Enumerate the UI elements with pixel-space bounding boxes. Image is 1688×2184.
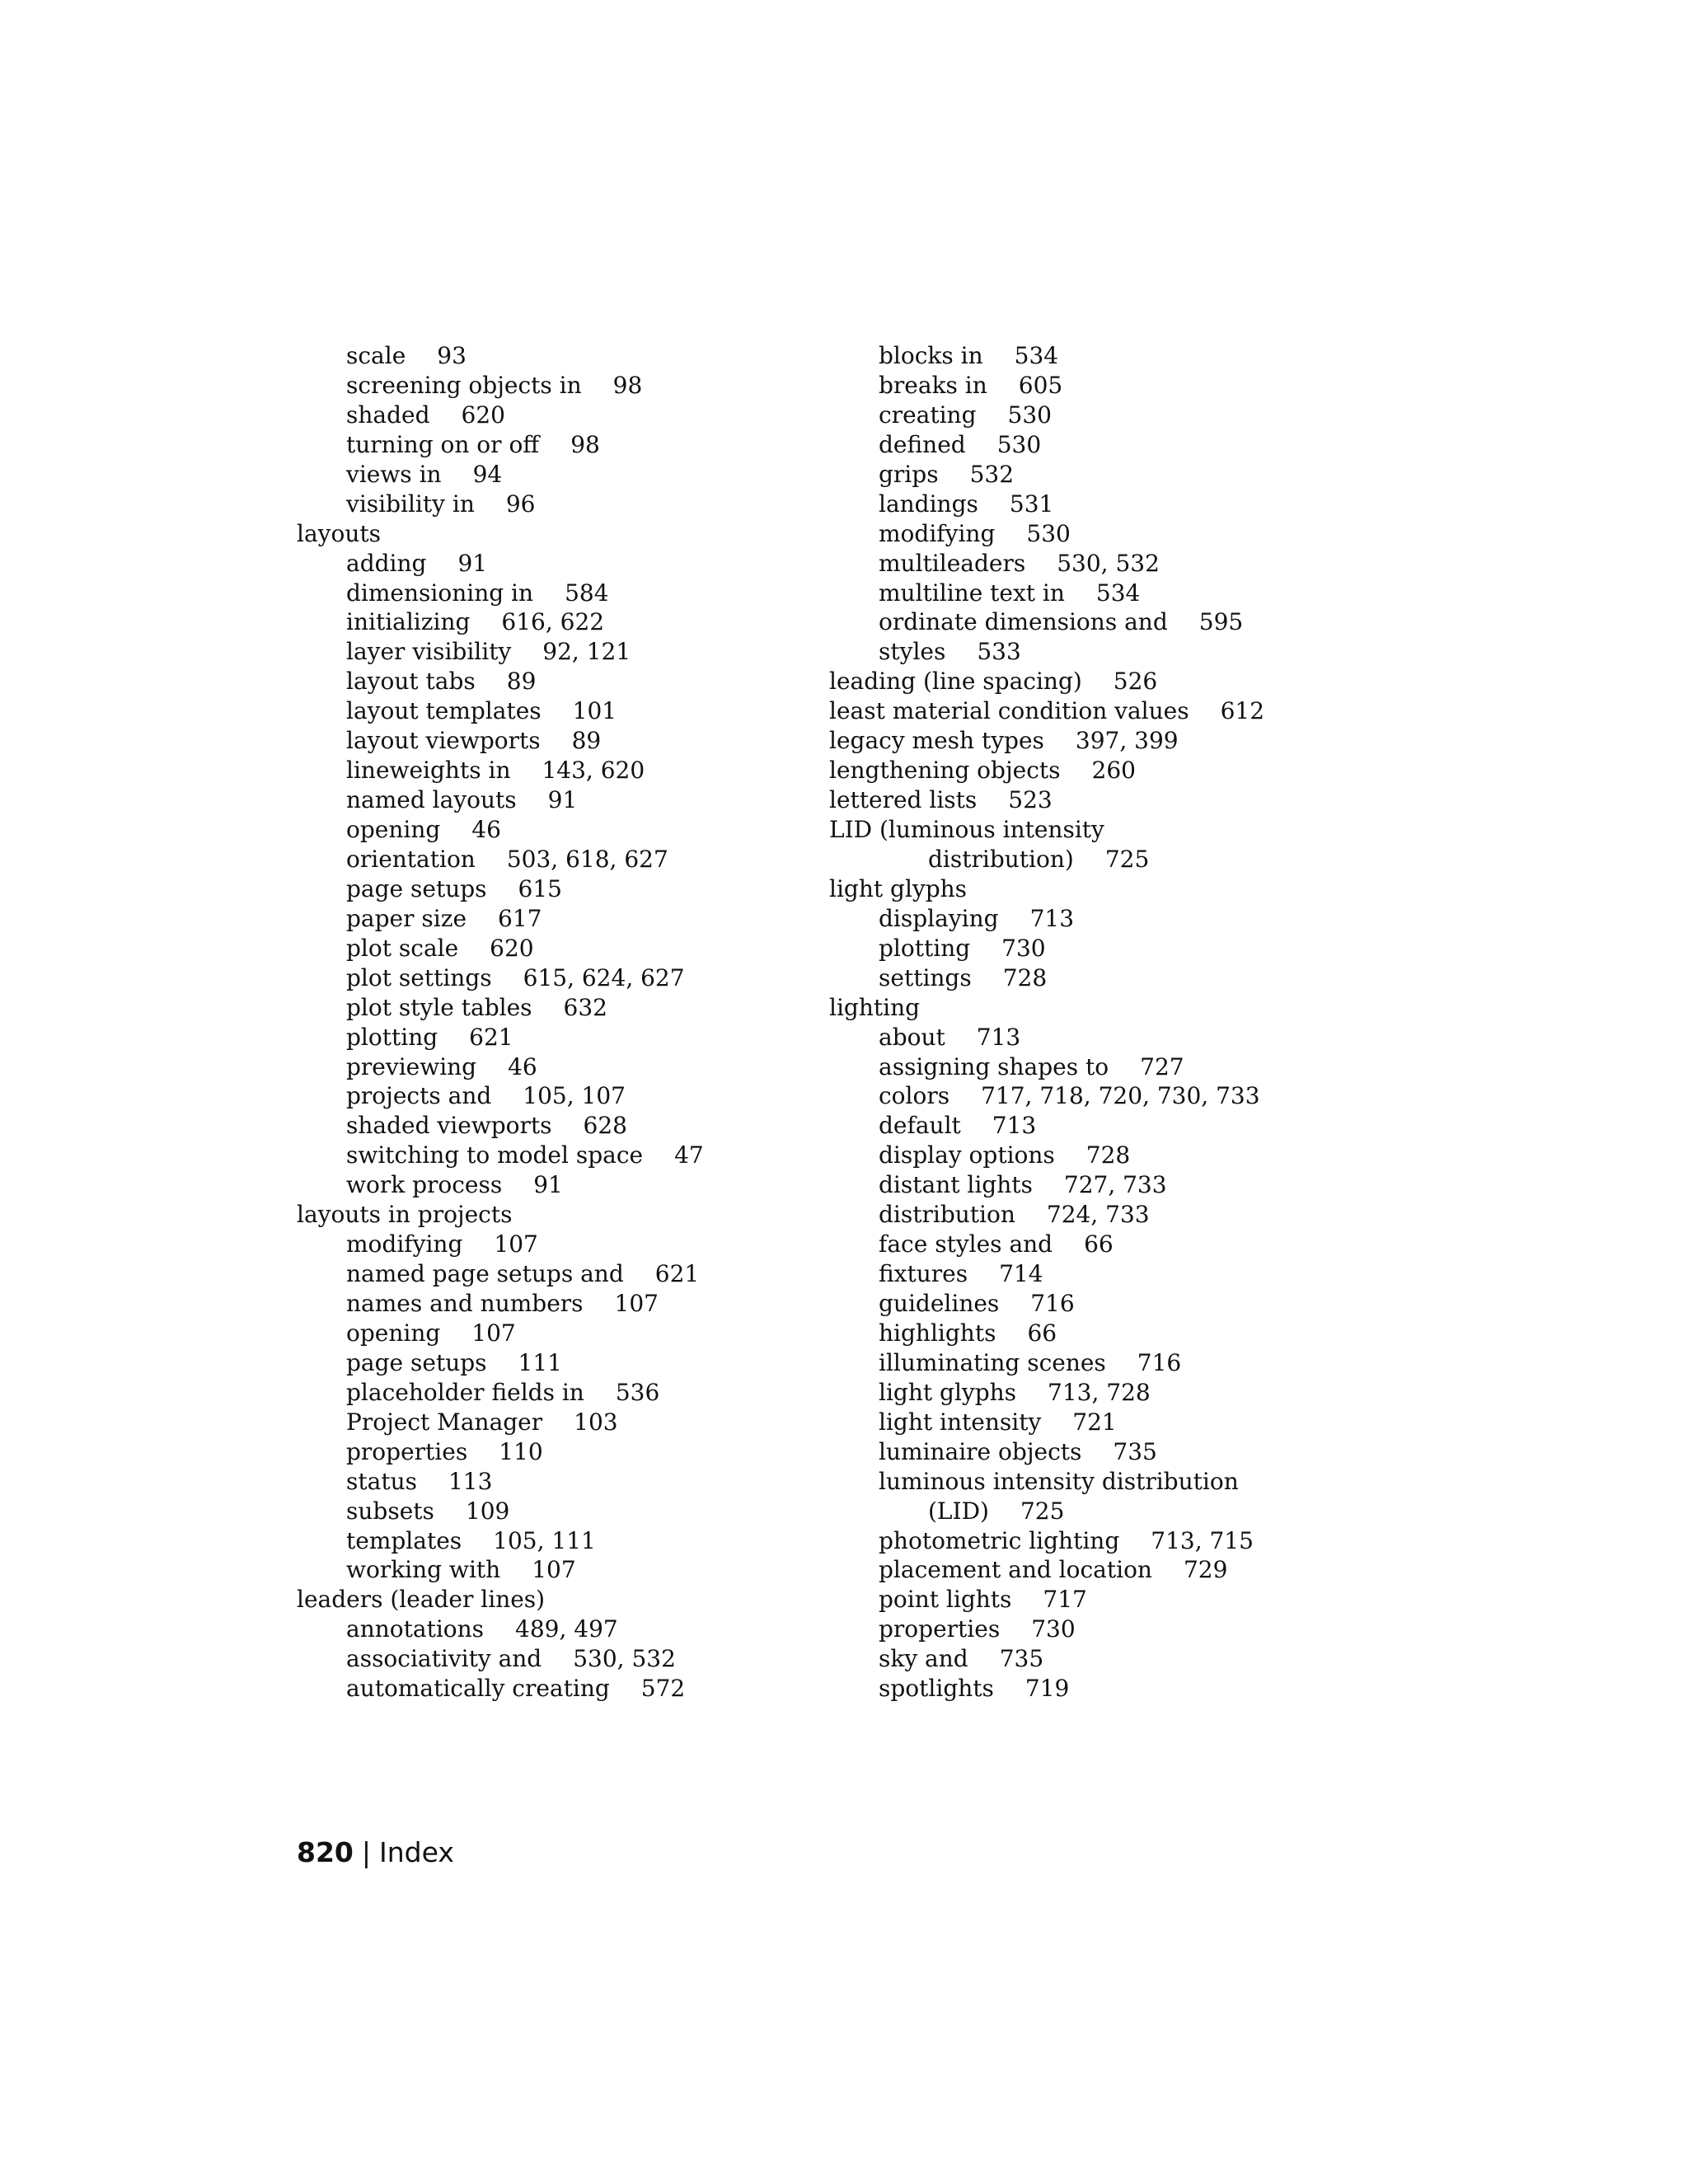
index-subentry — [829, 1141, 1406, 1170]
index-term: properties — [346, 1437, 468, 1465]
index-subentry — [829, 1081, 1406, 1111]
index-page-numbers: 572 — [640, 1675, 686, 1703]
index-term: lineweights in — [346, 757, 511, 785]
index-subentry — [829, 549, 1406, 579]
index-page-numbers: 714 — [999, 1260, 1043, 1288]
index-page-numbers: 724, 733 — [1046, 1201, 1150, 1229]
index-term: legacy mesh types — [829, 727, 1044, 755]
index-term: defined — [879, 430, 966, 458]
index-subentry — [829, 1615, 1406, 1644]
index-term: scale — [346, 342, 406, 369]
index-page-numbers: 93 — [437, 342, 467, 369]
index-page-numbers: 91 — [533, 1171, 563, 1199]
index-term: turning on or off — [346, 430, 540, 458]
index-term: shaded viewports — [346, 1112, 552, 1140]
index-subentry — [297, 1259, 808, 1289]
index-page-numbers: 113 — [448, 1467, 493, 1495]
index-term: layouts — [297, 519, 381, 547]
index-subentry — [829, 1644, 1406, 1674]
index-subentry — [297, 696, 808, 726]
index-subentry — [829, 637, 1406, 667]
index-entry — [297, 1200, 808, 1230]
index-page-numbers: 713 — [992, 1112, 1037, 1140]
index-subentry — [829, 1378, 1406, 1408]
index-subentry — [297, 785, 808, 815]
index-page-numbers: 47 — [674, 1141, 704, 1169]
index-page-numbers: 725 — [1104, 845, 1150, 873]
index-term: leading (line spacing) — [829, 668, 1082, 696]
index-subentry — [829, 579, 1406, 608]
index-page-numbers: 101 — [572, 697, 617, 725]
index-term: display options — [879, 1141, 1055, 1169]
index-term: annotations — [346, 1615, 485, 1643]
index-entry — [829, 726, 1406, 756]
index-term: landings — [879, 490, 978, 518]
page-footer — [297, 1836, 454, 1869]
index-term: views in — [346, 460, 442, 488]
index-subentry — [297, 1497, 808, 1526]
index-subentry — [297, 726, 808, 756]
index-term: distant lights — [879, 1171, 1033, 1199]
index-subentry — [829, 1408, 1406, 1437]
index-subentry — [829, 904, 1406, 934]
index-subentry — [829, 1497, 1406, 1526]
index-term: projects and — [346, 1082, 492, 1110]
index-page-numbers: 534 — [1095, 579, 1141, 607]
index-page-numbers: 727, 733 — [1063, 1171, 1167, 1199]
index-subentry — [297, 490, 808, 519]
index-term: leaders (leader lines) — [297, 1586, 546, 1614]
index-page-numbers: 628 — [583, 1112, 627, 1140]
index-page-numbers: 260 — [1091, 757, 1136, 785]
index-term: LID (luminous intensity — [829, 816, 1104, 843]
index-term: named page setups and — [346, 1260, 624, 1288]
index-column-left — [297, 341, 808, 1704]
index-page-numbers: 719 — [1025, 1675, 1070, 1703]
index-subentry — [297, 1408, 808, 1437]
index-term: guidelines — [879, 1290, 1000, 1317]
index-term: initializing — [346, 608, 471, 636]
index-subentry — [829, 1674, 1406, 1704]
index-page-numbers: 94 — [472, 460, 503, 488]
index-term: lighting — [829, 993, 921, 1021]
index-subentry — [297, 1289, 808, 1319]
index-page-numbers: 612 — [1220, 697, 1265, 725]
index-term: layouts in projects — [297, 1201, 513, 1229]
index-subentry — [829, 341, 1406, 371]
index-term: layer visibility — [346, 638, 512, 666]
index-term: screening objects in — [346, 371, 582, 399]
index-page-numbers: 620 — [461, 401, 505, 429]
index-term: shaded — [346, 401, 430, 429]
index-page-numbers: 530 — [1026, 519, 1071, 547]
index-subentry — [829, 1467, 1406, 1497]
index-term: light intensity — [879, 1408, 1042, 1436]
index-entry — [297, 1585, 808, 1615]
index-term: multileaders — [879, 549, 1026, 577]
index-term: illuminating scenes — [879, 1348, 1106, 1376]
index-term: styles — [879, 638, 946, 666]
index-term: layout templates — [346, 697, 542, 725]
index-page-numbers: 107 — [532, 1556, 576, 1584]
index-entry — [829, 815, 1406, 845]
index-subentry — [297, 1615, 808, 1644]
index-subentry — [829, 430, 1406, 460]
index-subentry — [297, 1644, 808, 1674]
index-subentry — [829, 1319, 1406, 1348]
index-subentry — [297, 1319, 808, 1348]
index-term: luminous intensity distribution — [879, 1467, 1239, 1495]
index-subentry — [829, 1526, 1406, 1556]
index-subentry — [829, 1437, 1406, 1467]
index-page-numbers: 721 — [1072, 1408, 1117, 1436]
index-page-numbers: 107 — [494, 1230, 538, 1258]
index-subentry — [297, 1674, 808, 1704]
index-term: colors — [879, 1082, 950, 1110]
index-page-numbers: 105, 111 — [493, 1526, 596, 1554]
index-subentry — [297, 1111, 808, 1141]
index-term: point lights — [879, 1586, 1012, 1614]
index-term: working with — [346, 1556, 501, 1584]
index-subentry — [297, 963, 808, 993]
index-subentry — [297, 1348, 808, 1378]
index-page-numbers: 530, 532 — [1057, 549, 1160, 577]
index-subentry — [829, 371, 1406, 401]
index-page-numbers: 716 — [1137, 1348, 1182, 1376]
index-entry — [829, 874, 1406, 904]
index-page-numbers: 595 — [1198, 608, 1244, 636]
index-term: settings — [879, 963, 972, 991]
index-subentry — [297, 460, 808, 490]
index-page-numbers: 616, 622 — [501, 608, 605, 636]
index-subentry — [297, 1437, 808, 1467]
index-term: dimensioning in — [346, 579, 534, 607]
index-subentry — [297, 341, 808, 371]
index-term: photometric lighting — [879, 1526, 1120, 1554]
index-subentry — [829, 607, 1406, 637]
index-term: distribution — [879, 1201, 1015, 1229]
index-subentry — [829, 1289, 1406, 1319]
index-term: plot scale — [346, 934, 459, 962]
index-page-numbers: 727 — [1140, 1052, 1184, 1080]
index-term: highlights — [879, 1319, 996, 1347]
index-subentry — [829, 1200, 1406, 1230]
index-page-numbers: 46 — [471, 816, 501, 843]
index-subentry — [297, 904, 808, 934]
index-page-numbers: 530 — [1007, 401, 1052, 429]
index-term: face styles and — [879, 1230, 1053, 1258]
index-page-numbers: 605 — [1018, 371, 1063, 399]
index-page-numbers: 728 — [1085, 1141, 1131, 1169]
index-page-numbers: 584 — [565, 579, 609, 607]
index-page-numbers: 730 — [1031, 1615, 1076, 1643]
index-term: plot style tables — [346, 993, 532, 1021]
footer-section-title: Index — [379, 1836, 454, 1868]
index-term: (LID) — [928, 1497, 989, 1525]
index-page-numbers: 91 — [457, 549, 488, 577]
index-subentry — [829, 1023, 1406, 1052]
index-subentry — [829, 1259, 1406, 1289]
index-term: subsets — [346, 1497, 434, 1525]
index-term: sky and — [879, 1645, 968, 1673]
index-page-numbers: 107 — [614, 1290, 659, 1317]
index-term: placement and location — [879, 1556, 1152, 1584]
index-page-numbers: 530 — [996, 430, 1042, 458]
index-subentry — [829, 1348, 1406, 1378]
index-subentry — [297, 1023, 808, 1052]
index-page-numbers: 717, 718, 720, 730, 733 — [981, 1082, 1260, 1110]
index-page-numbers: 728 — [1002, 963, 1048, 991]
index-subentry — [297, 756, 808, 785]
index-page-numbers: 536 — [615, 1378, 660, 1406]
index-term: light glyphs — [879, 1378, 1017, 1406]
index-term: adding — [346, 549, 427, 577]
index-entry — [297, 519, 808, 549]
index-term: placeholder fields in — [346, 1378, 584, 1406]
index-term: plotting — [879, 934, 971, 962]
index-term: opening — [346, 816, 441, 843]
index-subentry — [829, 963, 1406, 993]
index-term: modifying — [346, 1230, 463, 1258]
index-term: blocks in — [879, 342, 983, 369]
index-term: creating — [879, 401, 977, 429]
index-page-numbers: 713 — [1029, 904, 1075, 932]
index-subentry — [829, 1585, 1406, 1615]
index-subentry — [297, 371, 808, 401]
index-term: least material condition values — [829, 697, 1189, 725]
index-term: fixtures — [879, 1260, 968, 1288]
index-subentry — [297, 815, 808, 845]
index-page-numbers: 110 — [499, 1437, 543, 1465]
index-page-numbers: 98 — [570, 430, 600, 458]
index-page-numbers: 615 — [518, 874, 562, 902]
index-term: default — [879, 1112, 961, 1140]
index-subentry — [297, 637, 808, 667]
index-subentry — [297, 1467, 808, 1497]
index-page-numbers: 66 — [1027, 1319, 1057, 1347]
index-term: automatically creating — [346, 1675, 610, 1703]
index-term: luminaire objects — [879, 1437, 1082, 1465]
index-page-numbers: 66 — [1084, 1230, 1114, 1258]
index-page-numbers: 713, 715 — [1151, 1526, 1254, 1554]
index-subentry — [829, 845, 1406, 874]
index-term: properties — [879, 1615, 1001, 1643]
index-page-numbers: 717 — [1043, 1586, 1087, 1614]
index-page-numbers: 725 — [1020, 1497, 1065, 1525]
index-page-numbers: 621 — [469, 1023, 513, 1051]
index-page-numbers: 735 — [999, 1645, 1044, 1673]
index-page-numbers: 107 — [471, 1319, 516, 1347]
index-page-numbers: 92, 121 — [542, 638, 631, 666]
index-subentry — [829, 1111, 1406, 1141]
index-subentry — [297, 1081, 808, 1111]
index-subentry — [297, 1141, 808, 1170]
index-term: previewing — [346, 1052, 477, 1080]
index-page-numbers: 716 — [1030, 1290, 1075, 1317]
index-term: distribution) — [928, 845, 1074, 873]
index-page-numbers: 523 — [1008, 786, 1053, 814]
index-entry — [829, 756, 1406, 785]
index-page-numbers: 713, 728 — [1048, 1378, 1151, 1406]
index-subentry — [297, 667, 808, 696]
index-subentry — [829, 519, 1406, 549]
index-page-numbers: 89 — [506, 668, 537, 696]
footer-separator: | — [361, 1836, 372, 1868]
index-subentry — [829, 401, 1406, 430]
page-number: 820 — [297, 1836, 354, 1868]
index-term: page setups — [346, 1348, 487, 1376]
index-entry — [829, 696, 1406, 726]
index-page-numbers: 46 — [508, 1052, 537, 1080]
index-entry — [829, 667, 1406, 696]
index-subentry — [829, 1170, 1406, 1200]
index-subentry — [297, 934, 808, 963]
index-entry — [829, 993, 1406, 1023]
index-page-numbers: 620 — [490, 934, 534, 962]
index-page-numbers: 103 — [574, 1408, 618, 1436]
index-term: Project Manager — [346, 1408, 543, 1436]
index-subentry — [297, 1052, 808, 1082]
index-page-numbers: 111 — [518, 1348, 562, 1376]
index-page-numbers: 98 — [612, 371, 643, 399]
index-page-numbers: 89 — [571, 727, 602, 755]
index-page-numbers: 735 — [1113, 1437, 1157, 1465]
index-term: named layouts — [346, 786, 517, 814]
index-subentry — [297, 1555, 808, 1585]
index-page-numbers: 531 — [1009, 490, 1054, 518]
index-term: work process — [346, 1171, 503, 1199]
index-term: templates — [346, 1526, 462, 1554]
index-page-numbers: 533 — [977, 638, 1021, 666]
index-term: layout tabs — [346, 668, 476, 696]
index-term: about — [879, 1023, 945, 1051]
index-term: plotting — [346, 1023, 438, 1051]
index-page-numbers: 534 — [1014, 342, 1059, 369]
index-subentry — [297, 1170, 808, 1200]
index-subentry — [829, 1555, 1406, 1585]
index-term: paper size — [346, 904, 467, 932]
index-subentry — [297, 579, 808, 608]
index-page-numbers: 96 — [505, 490, 536, 518]
index-term: names and numbers — [346, 1290, 584, 1317]
index-term: status — [346, 1467, 417, 1495]
index-subentry — [297, 430, 808, 460]
index-term: modifying — [879, 519, 996, 547]
index-entry — [829, 785, 1406, 815]
index-page-numbers: 621 — [654, 1260, 700, 1288]
index-term: ordinate dimensions and — [879, 608, 1168, 636]
index-page-numbers: 91 — [547, 786, 578, 814]
index-subentry — [829, 934, 1406, 963]
index-page-numbers: 526 — [1113, 668, 1158, 696]
index-term: assigning shapes to — [879, 1052, 1109, 1080]
index-term: lengthening objects — [829, 757, 1061, 785]
index-subentry — [297, 607, 808, 637]
index-term: opening — [346, 1319, 441, 1347]
index-subentry — [297, 401, 808, 430]
index-term: lettered lists — [829, 786, 978, 814]
index-term: multiline text in — [879, 579, 1065, 607]
index-subentry — [297, 549, 808, 579]
index-subentry — [297, 874, 808, 904]
index-page-numbers: 143, 620 — [542, 757, 645, 785]
index-term: light glyphs — [829, 874, 968, 902]
index-term: switching to model space — [346, 1141, 644, 1169]
index-subentry — [829, 490, 1406, 519]
index-term: orientation — [346, 845, 476, 873]
index-term: displaying — [879, 904, 999, 932]
index-subentry — [829, 1052, 1406, 1082]
index-term: plot settings — [346, 963, 492, 991]
index-column-right — [829, 341, 1406, 1704]
index-page-numbers: 713 — [976, 1023, 1021, 1051]
index-page-numbers: 615, 624, 627 — [523, 963, 685, 991]
index-page-numbers: 617 — [498, 904, 542, 932]
index-term: associativity and — [346, 1645, 542, 1673]
index-page-numbers: 105, 107 — [523, 1082, 626, 1110]
index-page-numbers: 503, 618, 627 — [506, 845, 668, 873]
index-page-numbers: 532 — [969, 460, 1015, 488]
index-subentry — [829, 1230, 1406, 1259]
index-term: visibility in — [346, 490, 475, 518]
index-page-numbers: 489, 497 — [515, 1615, 618, 1643]
index-subentry — [297, 1378, 808, 1408]
index-term: breaks in — [879, 371, 987, 399]
index-subentry — [297, 845, 808, 874]
index-page-numbers: 530, 532 — [573, 1645, 676, 1673]
index-subentry — [297, 993, 808, 1023]
index-subentry — [829, 460, 1406, 490]
index-term: page setups — [346, 874, 487, 902]
index-subentry — [297, 1230, 808, 1259]
index-term: grips — [879, 460, 939, 488]
index-page-numbers: 109 — [465, 1497, 510, 1525]
index-page-numbers: 729 — [1183, 1556, 1228, 1584]
index-page-numbers: 397, 399 — [1075, 727, 1179, 755]
index-term: layout viewports — [346, 727, 541, 755]
index-page-numbers: 730 — [1001, 934, 1046, 962]
index-page-numbers: 632 — [563, 993, 607, 1021]
index-subentry — [297, 1526, 808, 1556]
index-term: spotlights — [879, 1675, 994, 1703]
